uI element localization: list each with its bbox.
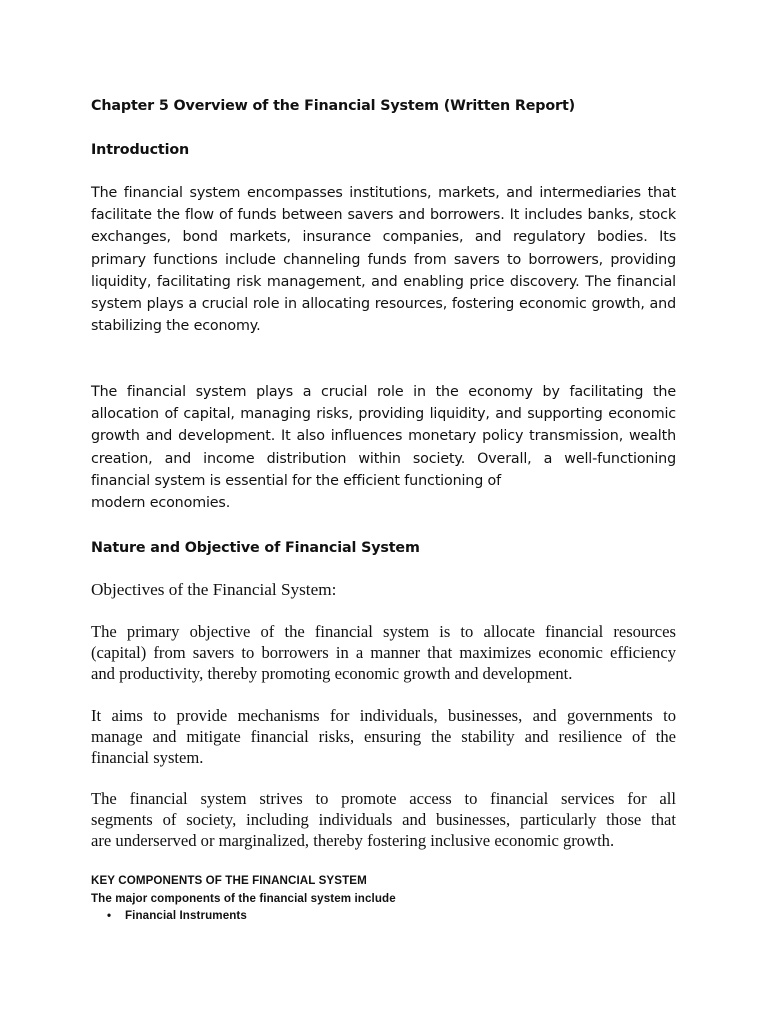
text-line: allocation of capital, managing risks, providing liquidity, and supporting economic (91, 406, 676, 423)
objective-paragraph-3 (91, 789, 676, 851)
text-line: exchanges, bond markets, insurance companies, and regulatory bodies. Its (91, 229, 676, 246)
text-line: It aims to provide mechanisms for individuals, businesses, and governments to (91, 706, 676, 725)
objective-paragraph-2 (91, 706, 676, 768)
text-line: The financial system strives to promote access to financial services for all (91, 789, 676, 808)
objective-paragraph-1 (91, 622, 676, 684)
nature-objective-heading: Nature and Objective of Financial System (91, 540, 420, 556)
text-line: The primary objective of the financial system is to allocate financial resources (91, 622, 676, 641)
objectives-heading: Objectives of the Financial System: (91, 580, 337, 599)
key-components-heading: KEY COMPONENTS OF THE FINANCIAL SYSTEM (91, 874, 367, 887)
key-components-subheading: The major components of the financial system include (91, 892, 396, 905)
text-line: and productivity, thereby promoting economic growth and development. (91, 663, 573, 683)
text-line: financial system. (91, 747, 204, 767)
bullet-icon: • (107, 909, 112, 922)
text-line: stabilizing the economy. (91, 318, 261, 335)
text-line: The financial system encompasses institutions, markets, and intermediaries that (91, 185, 676, 201)
document-title: Chapter 5 Overview of the Financial System (Written Report) (91, 98, 576, 114)
key-components-list (107, 907, 247, 925)
text-line: manage and mitigate financial risks, ensuring the stability and resilience of the (91, 726, 676, 746)
text-line: facilitate the flow of funds between savers and borrowers. It includes banks, stock (91, 207, 676, 224)
text-line: segments of society, including individuals and businesses, particularly those that (91, 809, 676, 829)
introduction-paragraph-1 (91, 182, 676, 337)
list-item (107, 907, 247, 925)
text-line: growth and development. It also influences monetary policy transmission, wealth (91, 428, 676, 445)
text-line: modern economies. (91, 495, 231, 512)
text-line: system plays a crucial role in allocating resources, fostering economic growth, and (91, 296, 676, 313)
text-line: financial system is essential for the efficient functioning of (91, 472, 502, 489)
introduction-paragraph-2 (91, 381, 676, 514)
text-line: The financial system plays a crucial role in the economy by facilitating the (91, 384, 676, 400)
list-item-label: Financial Instruments (125, 909, 247, 922)
introduction-heading: Introduction (91, 142, 190, 158)
text-line: primary functions include channeling funds from savers to borrowers, providing (91, 251, 676, 268)
text-line: creation, and income distribution within society. Overall, a well-functioning (91, 450, 676, 467)
text-line: (capital) from savers to borrowers in a manner that maximizes economic efficiency (91, 642, 676, 662)
text-line: liquidity, facilitating risk management, and enabling price discovery. The financial (91, 273, 676, 290)
text-line: are underserved or marginalized, thereby fostering inclusive economic growth. (91, 830, 615, 850)
